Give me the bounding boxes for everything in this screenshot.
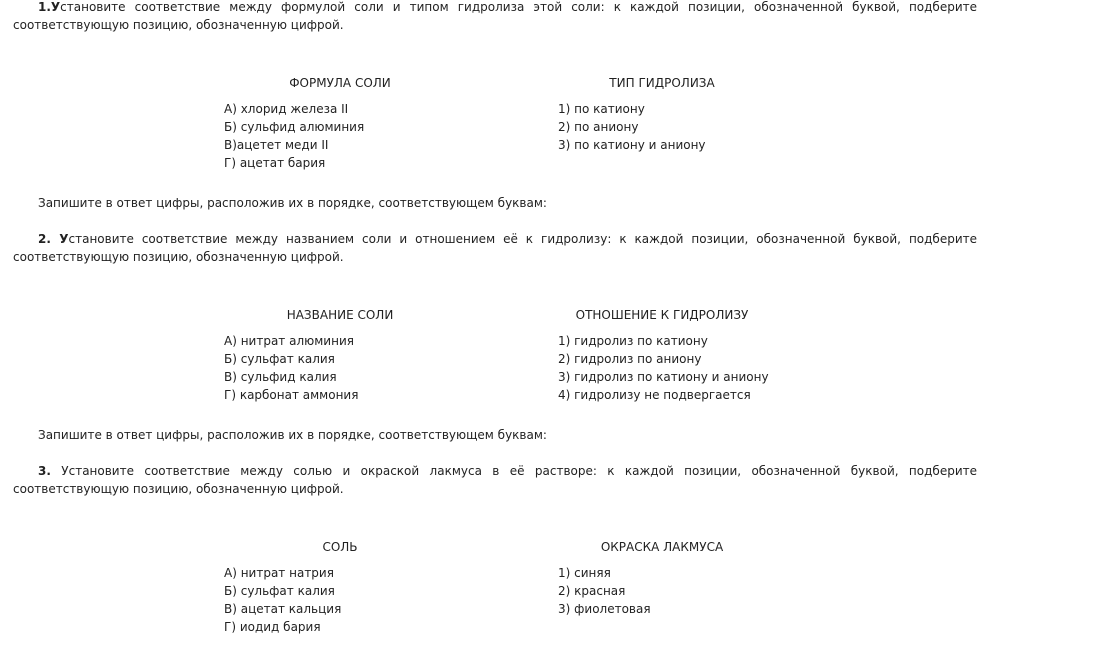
list-item: 1) синяя bbox=[558, 566, 611, 580]
task-2-left-list bbox=[224, 332, 358, 404]
task-1-number: 1.У bbox=[38, 0, 61, 14]
task-3-right-header: ОКРАСКА ЛАКМУСА bbox=[600, 540, 724, 554]
list-item: В) сульфид калия bbox=[224, 370, 337, 384]
list-item: В) ацетат кальция bbox=[224, 602, 342, 616]
list-item: Г) ацетат бария bbox=[224, 156, 326, 170]
list-item: Г) карбонат аммония bbox=[224, 388, 359, 402]
task-3-right-list bbox=[558, 564, 651, 618]
list-item: А) нитрат натрия bbox=[224, 566, 334, 580]
task-2-right-header: ОТНОШЕНИЕ К ГИДРОЛИЗУ bbox=[575, 308, 749, 322]
list-item: Г) иодид бария bbox=[224, 620, 321, 634]
list-item: Б) сульфат калия bbox=[224, 584, 335, 598]
task-1-statement bbox=[13, 0, 977, 34]
list-item: 4) гидролизу не подвергается bbox=[558, 388, 751, 402]
task-1-left-header: ФОРМУЛА СОЛИ bbox=[289, 76, 391, 90]
task-3-left-header: СОЛЬ bbox=[322, 540, 358, 554]
list-item: 1) по катиону bbox=[558, 102, 645, 116]
list-item: 2) гидролиз по аниону bbox=[558, 352, 702, 366]
list-item: 1) гидролиз по катиону bbox=[558, 334, 708, 348]
task-2-text: становите соответствие между названием соли и отношением её к гидролизу: к каждой позиции, обозначенной буквой, подберите соответствующую позицию, обозначенную цифрой. bbox=[13, 232, 978, 264]
list-item: 3) по катиону и аниону bbox=[558, 138, 706, 152]
task-2-number: 2. У bbox=[38, 232, 69, 246]
task-2-answer-prompt: Запишите в ответ цифры, расположив их в порядке, соответствующем буквам: bbox=[38, 428, 547, 442]
list-item: 3) фиолетовая bbox=[558, 602, 651, 616]
task-1-answer-prompt: Запишите в ответ цифры, расположив их в порядке, соответствующем буквам: bbox=[38, 196, 547, 210]
list-item: 2) по аниону bbox=[558, 120, 639, 134]
task-3-left-list bbox=[224, 564, 341, 636]
list-item: Б) сульфид алюминия bbox=[224, 120, 365, 134]
list-item: 2) красная bbox=[558, 584, 626, 598]
task-3-statement bbox=[13, 462, 977, 498]
task-2-left-header: НАЗВАНИЕ СОЛИ bbox=[286, 308, 394, 322]
list-item: Б) сульфат калия bbox=[224, 352, 335, 366]
task-2-right-list bbox=[558, 332, 769, 404]
task-2-statement bbox=[13, 230, 977, 266]
task-3-number: 3. bbox=[38, 464, 51, 478]
list-item: В)ацетет меди II bbox=[224, 138, 329, 152]
list-item: А) нитрат алюминия bbox=[224, 334, 354, 348]
task-1-left-list bbox=[224, 100, 364, 172]
task-1-right-list bbox=[558, 100, 706, 154]
list-item: 3) гидролиз по катиону и аниону bbox=[558, 370, 769, 384]
task-3-text: Установите соответствие между солью и окраской лакмуса в её растворе: к каждой позиции, обозначенной буквой, подберите соответствующую позицию, обозначенную цифрой. bbox=[13, 464, 977, 496]
task-1-text: становите соответствие между формулой соли и типом гидролиза этой соли: к каждой позиции, обозначенной буквой, подберите соответствующую позицию, обозначенную цифрой. bbox=[13, 0, 977, 32]
task-1-right-header: ТИП ГИДРОЛИЗА bbox=[609, 76, 715, 90]
list-item: А) хлорид железа II bbox=[224, 102, 349, 116]
